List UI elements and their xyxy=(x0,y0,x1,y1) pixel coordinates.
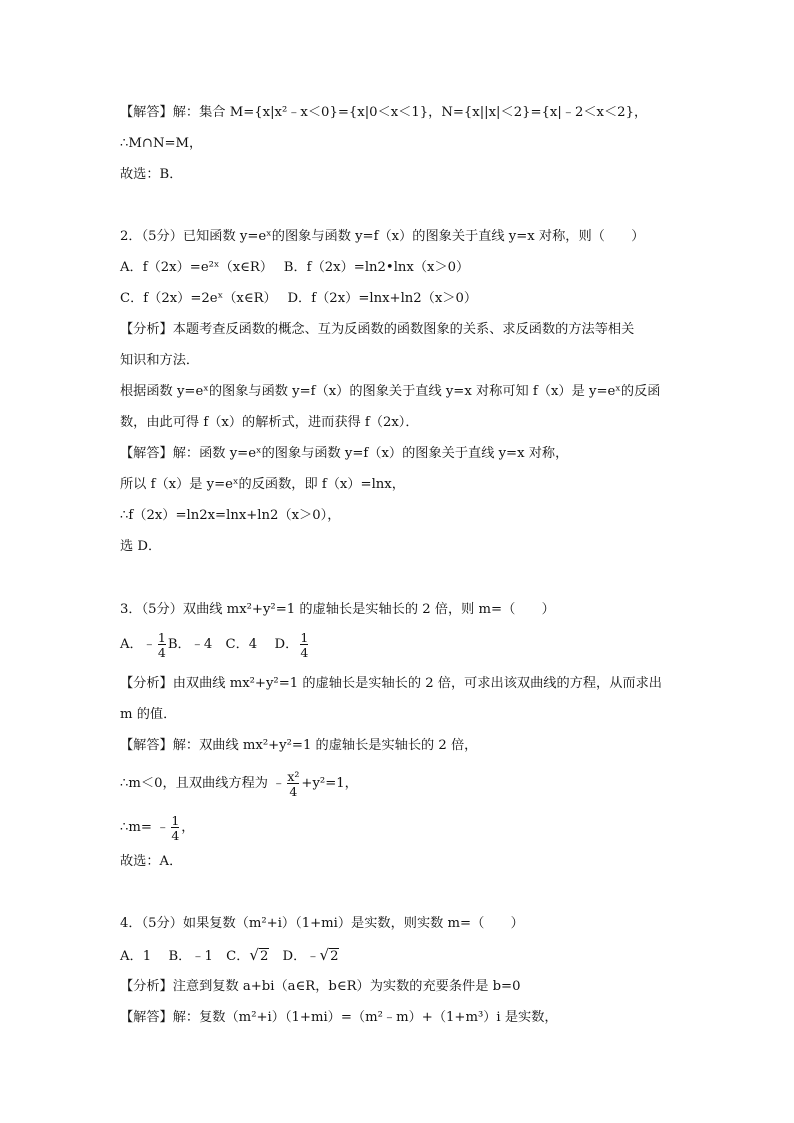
prev-answer-line-2: ∴M∩N=M， xyxy=(120,136,203,151)
radical-sign: √ xyxy=(249,946,259,964)
fraction-numerator: 1 xyxy=(300,629,309,645)
q2-analysis-line-4: 数，由此可得 f（x）的解析式，进而获得 f（2x）． xyxy=(120,415,419,430)
q4-answer: 【解答】解：复数（m²+i）（1+mi）=（m²﹣m）+（1+m³）i 是实数， xyxy=(120,1010,558,1025)
q3-options-bcd: B．﹣4 C．4 D． xyxy=(167,637,299,652)
radicand: 2 xyxy=(259,949,269,964)
fraction-numerator: 1 xyxy=(171,812,180,828)
q2-answer-line-1: 【解答】解：函数 y=eˣ的图象与函数 y=f（x）的图象关于直线 y=x 对称， xyxy=(120,446,569,461)
fraction-denominator: 4 xyxy=(157,644,166,660)
q3-answer-line-1: 【解答】解：双曲线 mx²+y²=1 的虚轴长是实轴长的 2 倍， xyxy=(120,738,478,753)
q3-analysis-line-2: m 的值． xyxy=(120,707,177,722)
q4-analysis: 【分析】注意到复数 a+bi（a∈R，b∈R）为实数的充要条件是 b=0 xyxy=(120,979,521,994)
q3-analysis-line-1: 【分析】由双曲线 mx²+y²=1 的虚轴长是实轴长的 2 倍，可求出该双曲线的方程，从而求出 xyxy=(120,676,662,691)
q3-stem: 3．（5分）双曲线 mx²+y²=1 的虚轴长是实轴长的 2 倍，则 m=（ ） xyxy=(120,602,555,617)
q2-answer-line-3: ∴f（2x）=ln2x=lnx+ln2（x＞0）， xyxy=(120,508,341,523)
q3-equation-fraction xyxy=(287,770,299,798)
q3-answer-line-2 xyxy=(120,764,680,804)
q3-answer-line-2-prefix: ∴m＜0，且双曲线方程为 ﹣ xyxy=(120,776,286,791)
q2-answer-line-2: 所以 f（x）是 y=eˣ的反函数，即 f（x）=lnx， xyxy=(120,477,405,492)
q2-stem: 2．（5分）已知函数 y=eˣ的图象与函数 y=f（x）的图象关于直线 y=x 对称，则（ ） xyxy=(120,229,645,244)
fraction-denominator: 4 xyxy=(287,783,299,798)
q3-option-a-label: A．﹣ xyxy=(120,637,156,652)
radical-sign: √ xyxy=(319,946,330,964)
q3-option-d-fraction xyxy=(300,631,308,659)
q2-options-line-1: A．f（2x）=e²ˣ（x∈R） B．f（2x）=ln2•lnx（x＞0） xyxy=(120,260,470,275)
prev-answer-line-1: 【解答】解：集合 M={x|x²﹣x＜0}={x|0＜x＜1}，N={x||x|＜2}={x|﹣2＜x＜2}， xyxy=(120,105,648,120)
q3-choice: 故选：A． xyxy=(120,854,183,869)
fraction-numerator: 1 xyxy=(157,629,166,645)
q3-option-a-fraction xyxy=(158,631,166,659)
prev-choice: 故选：B． xyxy=(120,167,183,182)
q3-answer-line-3 xyxy=(120,810,680,846)
q2-analysis-line-2: 知识和方法． xyxy=(120,353,200,368)
q3-result-fraction xyxy=(171,814,179,842)
q4-option-d-sqrt xyxy=(320,942,340,970)
fraction-numerator: x² xyxy=(287,768,300,784)
q2-analysis-line-1: 【分析】本题考查反函数的概念、互为反函数的函数图象的关系、求反函数的方法等相关 xyxy=(120,322,635,337)
q3-answer-line-3-suffix: ， xyxy=(181,820,195,835)
q3-options xyxy=(120,628,680,662)
q4-options-mid: D． xyxy=(269,949,307,964)
q2-options-line-2: C．f（2x）=2eˣ（x∈R） D．f（2x）=lnx+ln2（x＞0） xyxy=(120,291,478,306)
fraction-denominator: 4 xyxy=(300,644,309,660)
radicand: 2 xyxy=(330,949,339,964)
q4-option-d-neg: ﹣ xyxy=(306,949,320,964)
q2-analysis-line-3: 根据函数 y=eˣ的图象与函数 y=f（x）的图象关于直线 y=x 对称可知 f（x）是 y=eˣ的反函 xyxy=(120,384,661,399)
q2-choice: 选 D． xyxy=(120,539,162,554)
q3-answer-line-3-prefix: ∴m= ﹣ xyxy=(120,820,170,835)
q3-answer-line-2-suffix: +y²=1， xyxy=(301,776,358,791)
q4-stem: 4．（5分）如果复数（m²+i）（1+mi）是实数，则实数 m=（ ） xyxy=(120,916,524,931)
q4-option-c-sqrt xyxy=(249,942,269,970)
q4-options-prefix: A．1 B．﹣1 C． xyxy=(120,949,250,964)
fraction-denominator: 4 xyxy=(171,827,180,843)
q4-options xyxy=(120,942,680,970)
